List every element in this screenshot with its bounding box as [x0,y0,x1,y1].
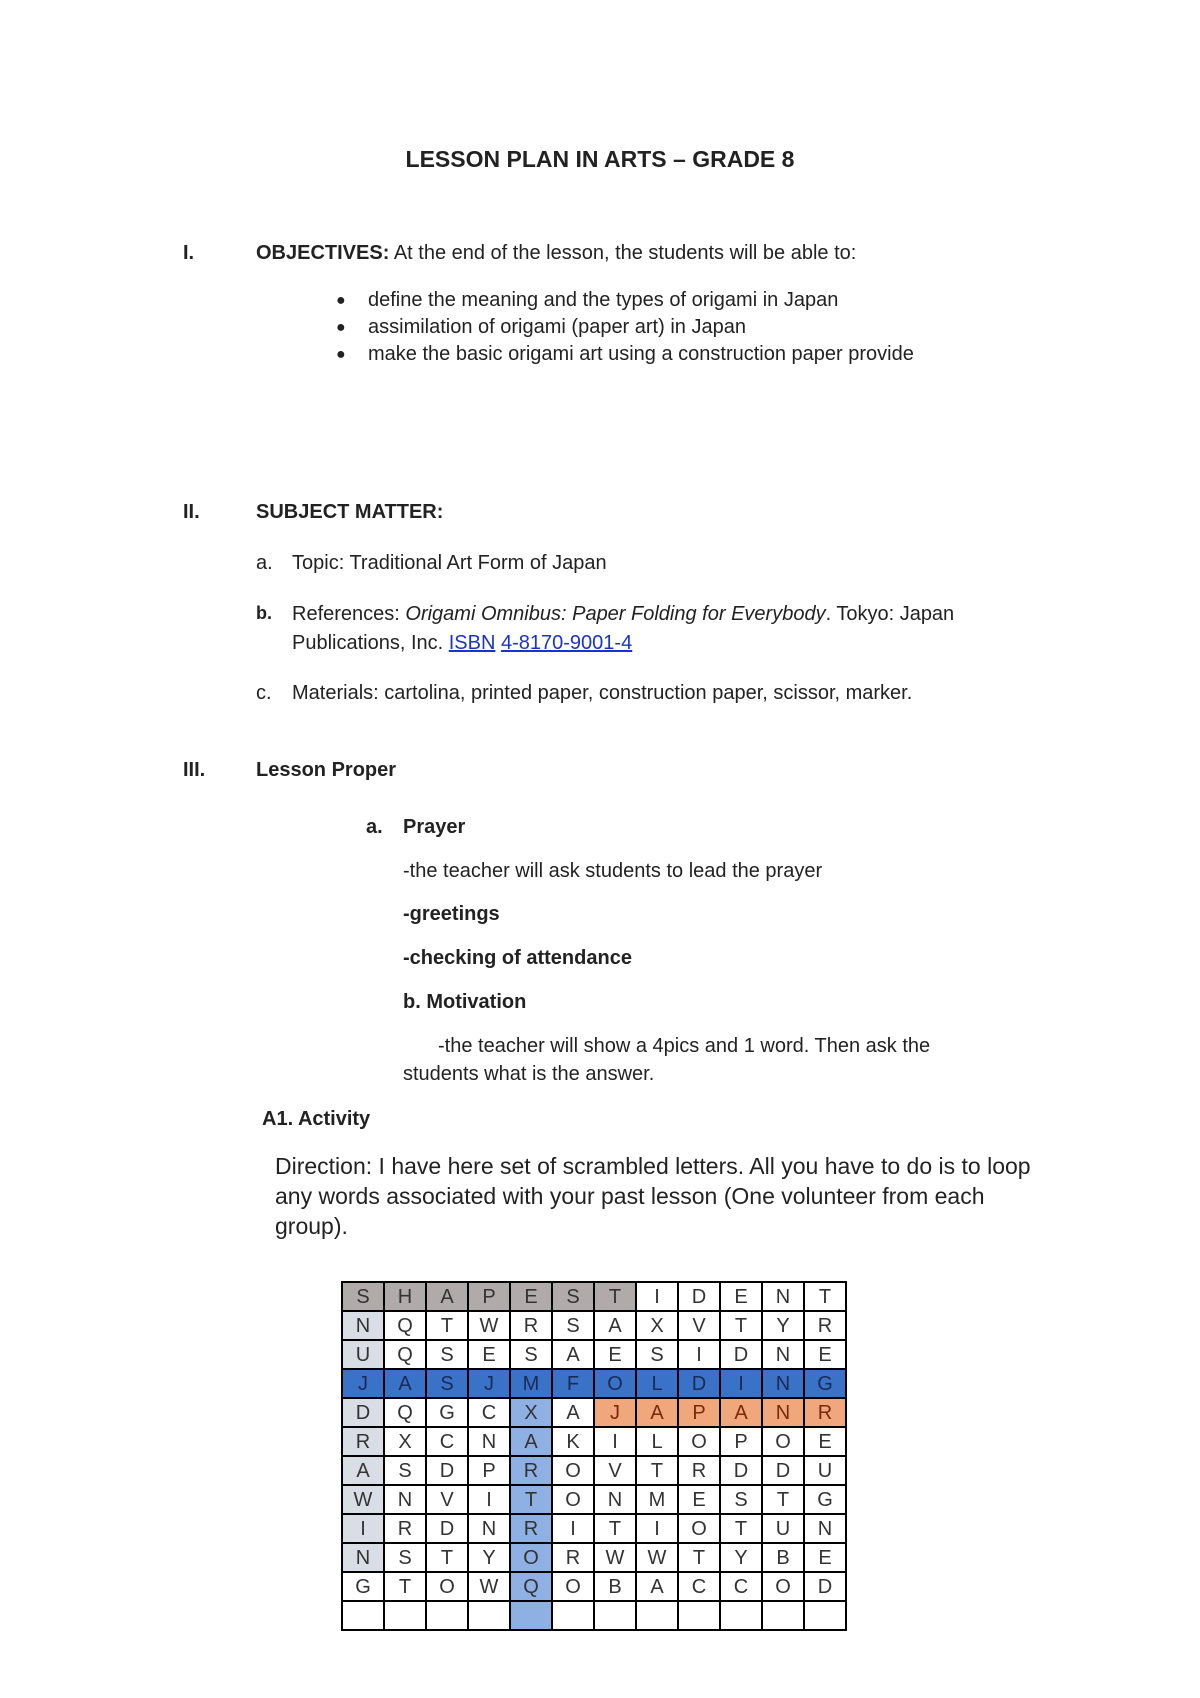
grid-cell[interactable]: P [678,1398,720,1427]
grid-cell[interactable]: R [510,1514,552,1543]
grid-cell[interactable]: I [342,1514,384,1543]
objectives-intro: At the end of the lesson, the students will be able to: [389,242,857,264]
grid-cell[interactable]: C [468,1398,510,1427]
grid-cell[interactable] [720,1601,762,1630]
grid-cell[interactable]: L [636,1427,678,1456]
grid-cell[interactable]: S [552,1282,594,1311]
grid-cell[interactable]: S [426,1340,468,1369]
grid-cell[interactable]: N [384,1485,426,1514]
bullet-icon: ● [336,292,346,309]
grid-cell[interactable]: E [804,1427,846,1456]
grid-row [342,1398,846,1427]
prayer-line: -the teacher will ask students to lead the prayer [403,860,823,882]
grid-cell[interactable]: C [678,1572,720,1601]
reference-line-2: Publications, Inc. ISBN 4-8170-9001-4 [292,632,633,654]
grid-cell[interactable]: P [468,1282,510,1311]
grid-cell[interactable]: N [468,1427,510,1456]
grid-cell[interactable]: Q [510,1572,552,1601]
grid-cell[interactable]: I [552,1514,594,1543]
grid-cell[interactable]: N [804,1514,846,1543]
grid-cell[interactable] [342,1601,384,1630]
grid-cell[interactable]: I [594,1427,636,1456]
grid-cell[interactable]: O [426,1572,468,1601]
grid-cell[interactable]: D [804,1572,846,1601]
grid-cell[interactable]: X [510,1398,552,1427]
grid-cell[interactable]: T [510,1485,552,1514]
grid-cell[interactable]: T [426,1543,468,1572]
grid-cell[interactable]: J [342,1369,384,1398]
grid-cell[interactable]: A [552,1398,594,1427]
grid-cell[interactable]: N [342,1311,384,1340]
grid-cell[interactable]: A [384,1369,426,1398]
grid-cell[interactable]: H [384,1282,426,1311]
grid-cell[interactable]: N [762,1398,804,1427]
bullet-icon: ● [336,346,346,363]
grid-cell[interactable]: N [594,1485,636,1514]
grid-cell[interactable]: T [804,1282,846,1311]
grid-cell[interactable]: I [636,1514,678,1543]
materials-letter: c. [256,682,272,704]
list-item: ● define the meaning and the types of origami in Japan [368,287,914,314]
list-item: ● assimilation of origami (paper art) in Japan [368,314,914,341]
grid-cell[interactable] [804,1601,846,1630]
grid-cell[interactable]: F [552,1369,594,1398]
grid-row [342,1311,846,1340]
grid-row [342,1601,846,1630]
motivation-line-1: -the teacher will show a 4pics and 1 word. Then ask the [438,1035,931,1057]
lesson-proper-heading: Lesson Proper [256,759,397,781]
grid-cell[interactable]: E [804,1340,846,1369]
objectives-heading [256,242,856,265]
grid-cell[interactable]: E [720,1282,762,1311]
grid-cell[interactable]: R [342,1427,384,1456]
grid-cell[interactable]: U [342,1340,384,1369]
grid-cell[interactable]: T [762,1485,804,1514]
section-3-numeral: III. [183,759,206,781]
grid-cell[interactable]: N [762,1282,804,1311]
topic-text: Topic: Traditional Art Form of Japan [292,552,607,574]
grid-cell[interactable]: E [510,1282,552,1311]
grid-cell[interactable]: S [426,1369,468,1398]
grid-cell[interactable]: Q [384,1398,426,1427]
grid-cell[interactable]: T [594,1514,636,1543]
grid-row [342,1340,846,1369]
grid-cell[interactable]: O [594,1369,636,1398]
grid-cell[interactable]: W [636,1543,678,1572]
prayer-letter: a. [366,816,383,838]
section-2-numeral: II. [183,501,200,523]
grid-cell[interactable]: A [552,1340,594,1369]
grid-cell[interactable]: D [426,1456,468,1485]
grid-cell[interactable]: E [678,1485,720,1514]
grid-cell[interactable]: I [720,1369,762,1398]
section-1-numeral: I. [183,242,195,264]
attendance-line: -checking of attendance [403,947,632,969]
grid-cell[interactable]: D [678,1369,720,1398]
grid-cell[interactable]: L [636,1369,678,1398]
grid-cell[interactable]: W [594,1543,636,1572]
grid-cell[interactable]: N [468,1514,510,1543]
grid-cell[interactable]: I [678,1340,720,1369]
grid-cell[interactable]: A [426,1282,468,1311]
grid-cell[interactable]: B [762,1543,804,1572]
grid-cell[interactable]: G [804,1369,846,1398]
grid-row [342,1427,846,1456]
grid-cell[interactable]: D [342,1398,384,1427]
isbn-number-link[interactable]: 4-8170-9001-4 [501,632,633,654]
grid-cell[interactable]: S [384,1543,426,1572]
grid-cell[interactable]: D [762,1456,804,1485]
activity-direction: Direction: I have here set of scrambled letters. All you have to do is to loop any words associated with your past lesson (One volunteer from each group). [275,1153,1031,1239]
grid-cell[interactable]: Q [384,1311,426,1340]
list-item: ● make the basic origami art using a construction paper provide [368,341,914,368]
grid-cell[interactable]: O [678,1514,720,1543]
grid-cell[interactable]: O [510,1543,552,1572]
grid-cell[interactable]: T [426,1311,468,1340]
grid-cell[interactable]: T [384,1572,426,1601]
grid-cell[interactable] [468,1601,510,1630]
grid-row [342,1572,846,1601]
grid-cell[interactable]: O [762,1427,804,1456]
objectives-label: OBJECTIVES: [256,242,390,264]
grid-cell[interactable]: V [678,1311,720,1340]
prayer-heading: Prayer [403,816,466,838]
activity-heading: A1. Activity [262,1108,371,1130]
grid-cell[interactable]: A [342,1456,384,1485]
grid-cell[interactable]: S [720,1485,762,1514]
grid-cell[interactable]: S [384,1456,426,1485]
grid-cell[interactable]: O [762,1572,804,1601]
grid-cell[interactable]: D [720,1340,762,1369]
grid-cell[interactable]: W [468,1572,510,1601]
grid-row [342,1543,846,1572]
grid-cell[interactable]: G [804,1485,846,1514]
grid-cell[interactable] [552,1601,594,1630]
grid-cell[interactable]: E [804,1543,846,1572]
grid-cell[interactable]: P [720,1427,762,1456]
grid-cell[interactable]: O [552,1572,594,1601]
grid-cell[interactable]: G [342,1572,384,1601]
grid-cell[interactable] [426,1601,468,1630]
grid-cell[interactable]: D [720,1456,762,1485]
grid-cell[interactable]: J [468,1369,510,1398]
grid-cell[interactable]: W [468,1311,510,1340]
materials-text: Materials: cartolina, printed paper, construction paper, scissor, marker. [292,682,913,704]
grid-cell[interactable]: C [426,1427,468,1456]
grid-cell[interactable] [636,1601,678,1630]
grid-cell[interactable]: O [678,1427,720,1456]
grid-cell[interactable] [678,1601,720,1630]
grid-cell[interactable]: W [342,1485,384,1514]
grid-row [342,1485,846,1514]
grid-cell[interactable]: S [342,1282,384,1311]
grid-cell[interactable]: R [804,1398,846,1427]
grid-cell[interactable]: S [552,1311,594,1340]
grid-cell[interactable]: Y [468,1543,510,1572]
grid-cell[interactable]: V [426,1485,468,1514]
grid-cell[interactable]: E [594,1340,636,1369]
grid-row [342,1514,846,1543]
grid-cell[interactable]: M [636,1485,678,1514]
reference-title: Origami Omnibus: Paper Folding for Everybody [405,603,826,625]
grid-cell[interactable] [594,1601,636,1630]
page-title: LESSON PLAN IN ARTS – GRADE 8 [405,146,795,172]
grid-cell[interactable]: R [804,1311,846,1340]
grid-cell[interactable]: A [720,1398,762,1427]
grid-cell[interactable]: A [510,1427,552,1456]
greetings-line: -greetings [403,903,500,925]
bullet-icon: ● [336,319,346,336]
grid-cell[interactable]: S [510,1340,552,1369]
grid-cell[interactable]: K [552,1427,594,1456]
grid-cell[interactable]: M [510,1369,552,1398]
grid-cell[interactable]: T [678,1543,720,1572]
grid-cell[interactable]: Y [720,1543,762,1572]
grid-cell[interactable]: J [594,1398,636,1427]
grid-cell[interactable]: R [510,1456,552,1485]
grid-row [342,1369,846,1398]
grid-cell[interactable]: R [384,1514,426,1543]
grid-cell[interactable]: G [426,1398,468,1427]
grid-cell[interactable]: R [510,1311,552,1340]
isbn-link[interactable]: ISBN [448,632,496,654]
motivation-line-2: students what is the answer. [403,1063,655,1085]
reference-line-1: References: Origami Omnibus: Paper Folding for Everybody. Tokyo: Japan [292,603,955,625]
grid-cell[interactable]: I [636,1282,678,1311]
grid-row [342,1456,846,1485]
grid-cell[interactable]: X [384,1427,426,1456]
grid-cell[interactable]: N [342,1543,384,1572]
objectives-list [336,287,914,368]
grid-cell[interactable]: P [468,1456,510,1485]
grid-cell[interactable]: B [594,1572,636,1601]
grid-cell[interactable]: D [678,1282,720,1311]
grid-cell[interactable]: C [720,1572,762,1601]
grid-cell[interactable] [384,1601,426,1630]
grid-cell[interactable]: S [636,1340,678,1369]
grid-cell[interactable]: O [552,1485,594,1514]
reference-letter: b. [256,603,272,623]
topic-letter: a. [256,552,273,574]
grid-cell[interactable]: U [804,1456,846,1485]
grid-cell[interactable]: N [762,1369,804,1398]
grid-cell[interactable]: U [762,1514,804,1543]
grid-cell[interactable]: A [594,1311,636,1340]
grid-cell[interactable]: N [762,1340,804,1369]
grid-cell[interactable]: X [636,1311,678,1340]
grid-cell[interactable]: Q [384,1340,426,1369]
grid-cell[interactable] [510,1601,552,1630]
grid-cell[interactable]: T [720,1514,762,1543]
motivation-heading: b. Motivation [403,991,527,1013]
grid-cell[interactable]: D [426,1514,468,1543]
grid-cell[interactable]: I [468,1485,510,1514]
grid-cell[interactable]: T [594,1282,636,1311]
grid-cell[interactable]: V [594,1456,636,1485]
grid-cell[interactable]: A [636,1398,678,1427]
grid-cell[interactable]: T [636,1456,678,1485]
grid-cell[interactable]: R [678,1456,720,1485]
subject-matter-heading: SUBJECT MATTER: [256,501,444,523]
grid-row [342,1282,846,1311]
grid-cell[interactable]: O [552,1456,594,1485]
word-search-grid [341,1281,847,1631]
grid-cell[interactable]: Y [762,1311,804,1340]
grid-cell[interactable]: R [552,1543,594,1572]
grid-cell[interactable]: A [636,1572,678,1601]
grid-cell[interactable] [762,1601,804,1630]
grid-cell[interactable]: E [468,1340,510,1369]
grid-cell[interactable]: T [720,1311,762,1340]
